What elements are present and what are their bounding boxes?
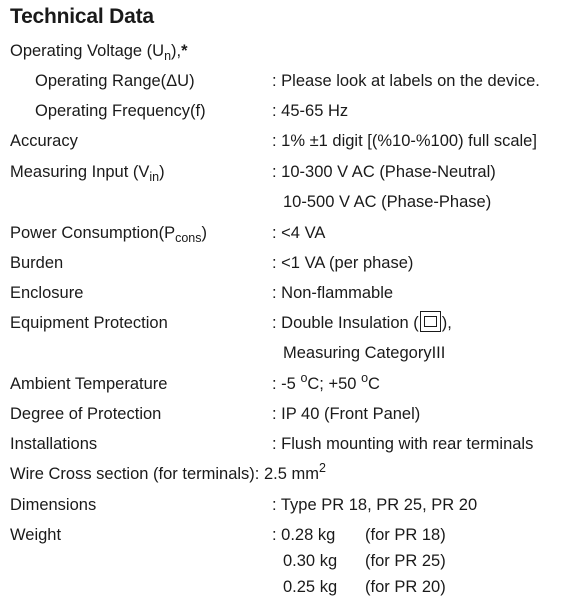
spec-label: Operating Range(ΔU) [35,72,195,90]
spec-row-accuracy [0,128,577,154]
label-text: Measuring Input (V [10,163,150,181]
spec-label: Dimensions [10,496,97,514]
spec-value: : 45-65 Hz [272,102,349,120]
spec-label: Ambient Temperature [10,375,168,393]
spec-row-dimensions [0,492,577,518]
spec-label: Installations [10,435,98,453]
spec-label: Burden [10,254,64,272]
spec-label: Enclosure [10,284,84,302]
spec-value: : <1 VA (per phase) [272,254,414,272]
squared-superscript: 2 [318,461,326,475]
value-text: : Double Insulation ( [272,314,419,332]
spec-row-equipment-protection [0,310,577,336]
spec-row-operating-voltage [0,38,577,64]
spec-value: : Non-flammable [272,284,394,302]
spec-label: Weight [10,526,62,544]
weight-model: (for PR 18) [365,526,446,544]
label-text: Power Consumption(P [10,224,176,242]
double-insulation-icon [420,311,441,332]
label-text: ), [171,42,182,60]
spec-value: : IP 40 (Front Panel) [272,405,421,423]
weight-model: (for PR 25) [365,552,446,570]
spec-row-enclosure [0,280,577,306]
spec-value-weight [283,574,446,600]
spec-value: : Type PR 18, PR 25, PR 20 [272,496,478,514]
spec-row-operating-frequency [0,98,577,124]
subscript: n [164,49,172,63]
spec-value: 10-500 V AC (Phase-Phase) [283,193,492,211]
spec-row-power-consumption [0,220,577,246]
label-text: Operating Voltage (U [10,42,165,60]
spec-value-equipment-protection [272,310,452,336]
weight-amount: 0.30 kg [283,552,338,570]
value-text: C; +50 [307,375,362,393]
spec-row-ambient-temperature [0,371,577,397]
spec-value: Measuring CategoryIII [283,344,446,362]
spec-row-measuring-input [0,159,577,185]
degree-superscript: o [361,371,369,385]
spec-label: Operating Frequency(f) [35,102,206,120]
spec-label: Equipment Protection [10,314,168,332]
weight-model: (for PR 20) [365,578,446,596]
spec-value: : 10-300 V AC (Phase-Neutral) [272,163,496,181]
spec-label-measuring-input [10,159,165,185]
section-title: Technical Data [10,5,154,28]
spec-value: : <4 VA [272,224,326,242]
spec-row-weight-cont [0,574,577,600]
value-text: : -5 [272,375,301,393]
subscript: in [149,170,160,184]
spec-label: Degree of Protection [10,405,162,423]
spec-row-weight-cont [0,548,577,574]
footnote-star: * [181,42,188,60]
spec-value-weight [283,548,446,574]
spec-value-ambient-temperature [272,371,380,397]
spec-label-power-consumption [10,220,207,246]
value-text: Wire Cross section (for terminals): 2.5 mm [10,465,319,483]
spec-row-degree-of-protection [0,401,577,427]
weight-amount: 0.25 kg [283,578,338,596]
value-text: ), [441,314,452,332]
spec-label: Accuracy [10,132,78,150]
subscript: cons [175,231,202,245]
degree-superscript: o [300,371,308,385]
spec-value-weight [272,522,446,548]
spec-row-wire-cross-section [0,461,577,487]
double-insulation-inner-square [424,316,437,327]
spec-row-equipment-protection-cont [0,340,577,366]
label-text: ) [159,163,165,181]
spec-row-operating-range [0,68,577,94]
value-text: C [368,375,380,393]
spec-label-operating-voltage [10,38,188,64]
label-text: ) [201,224,207,242]
spec-value: : 1% ±1 digit [(%10-%100) full scale] [272,132,537,150]
spec-row-measuring-input-cont [0,189,577,215]
spec-row-installations [0,431,577,457]
spec-value: : Please look at labels on the device. [272,72,540,90]
spec-row-weight [0,522,577,548]
spec-wire-cross-section [10,461,326,487]
spec-value: : Flush mounting with rear terminals [272,435,534,453]
weight-amount: : 0.28 kg [272,526,336,544]
spec-row-burden [0,250,577,276]
